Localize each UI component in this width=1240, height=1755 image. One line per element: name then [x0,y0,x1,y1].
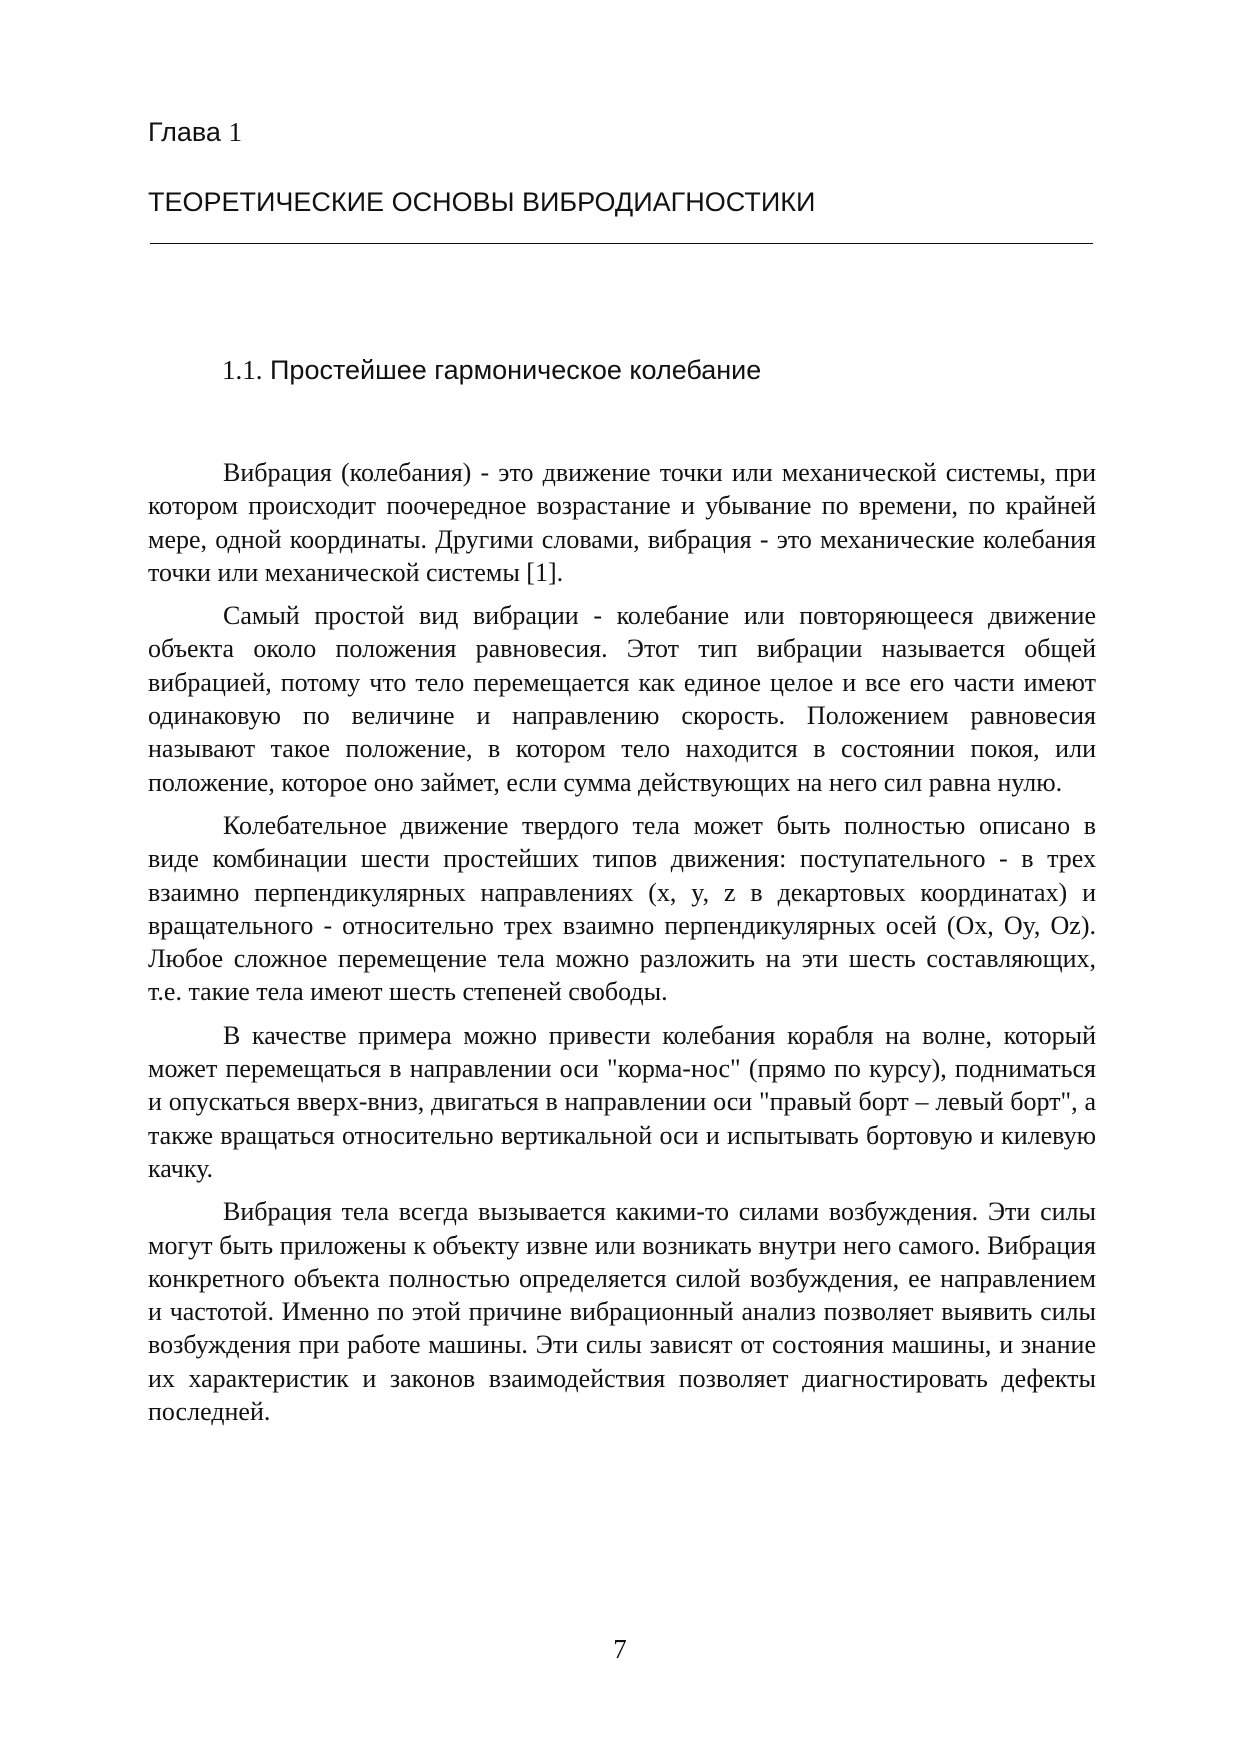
section-heading [222,354,761,386]
section-number: 1.1. [222,355,263,385]
chapter-number: 1 [228,117,242,147]
paragraph: Колебательное движение твердого тела может быть полностью описано в виде комбинации шести простейших типов движения: поступательного - в трех взаимно перпендикулярных направлениях (x, y, z в декартовых координатах) и вращательного - относительно трех взаимно перпендикулярных осей (Ox, Oy, Oz). Любое сложное перемещение тела можно разложить на эти шесть составляющих, т.е. такие тела имеют шесть степеней свободы. [148,810,1096,1007]
chapter-label-text: Глава [148,117,221,147]
paragraph: В качестве примера можно привести колебания корабля на волне, который может перемещаться в направлении оси "корма-нос" (прямо по курсу), подниматься и опускаться вверх-вниз, двигаться в направлении оси "правый борт – левый борт", а также вращаться относительно вертикальной оси и испытывать бортовую и килевую качку. [148,1020,1096,1183]
chapter-title: ТЕОРЕТИЧЕСКИЕ ОСНОВЫ ВИБРОДИАГНОСТИКИ [148,187,816,217]
body-text [148,456,1096,1438]
paragraph: Вибрация (колебания) - это движение точки или механической системы, при котором происходит поочередное возрастание и убывание по времени, по крайней мере, одной координаты. Другими словами, вибрация - это механические колебания точки или механической системы [1]. [148,458,1096,587]
page-number: 7 [613,1634,627,1664]
chapter-label [148,116,242,148]
paragraph: Вибрация тела всегда вызывается какими-то силами возбуждения. Эти силы могут быть приложены к объекту извне или возникать внутри него самого. Вибрация конкретного объекта полностью определяется силой возбуждения, ее направлением и частотой. Именно по этой причине вибрационный анализ позволяет выявить силы возбуждения при работе машины. Эти силы зависят от состояния машины, и знание их характеристик и законов взаимодействия позволяет диагностировать дефекты последней. [148,1197,1096,1427]
section-title: Простейшее гармоническое колебание [270,355,762,385]
chapter-divider [150,243,1093,244]
paragraph: Самый простой вид вибрации - колебание или повторяющееся движение объекта около положения равновесия. Этот тип вибрации называется общей вибрацией, потому что тело перемещается как единое целое и все его части имеют одинаковую по величине и направлению скорость. Положением равновесия называют такое положение, в котором тело находится в состоянии покоя, или положение, которое оно займет, если сумма действующих на него сил равна нулю. [148,601,1096,797]
